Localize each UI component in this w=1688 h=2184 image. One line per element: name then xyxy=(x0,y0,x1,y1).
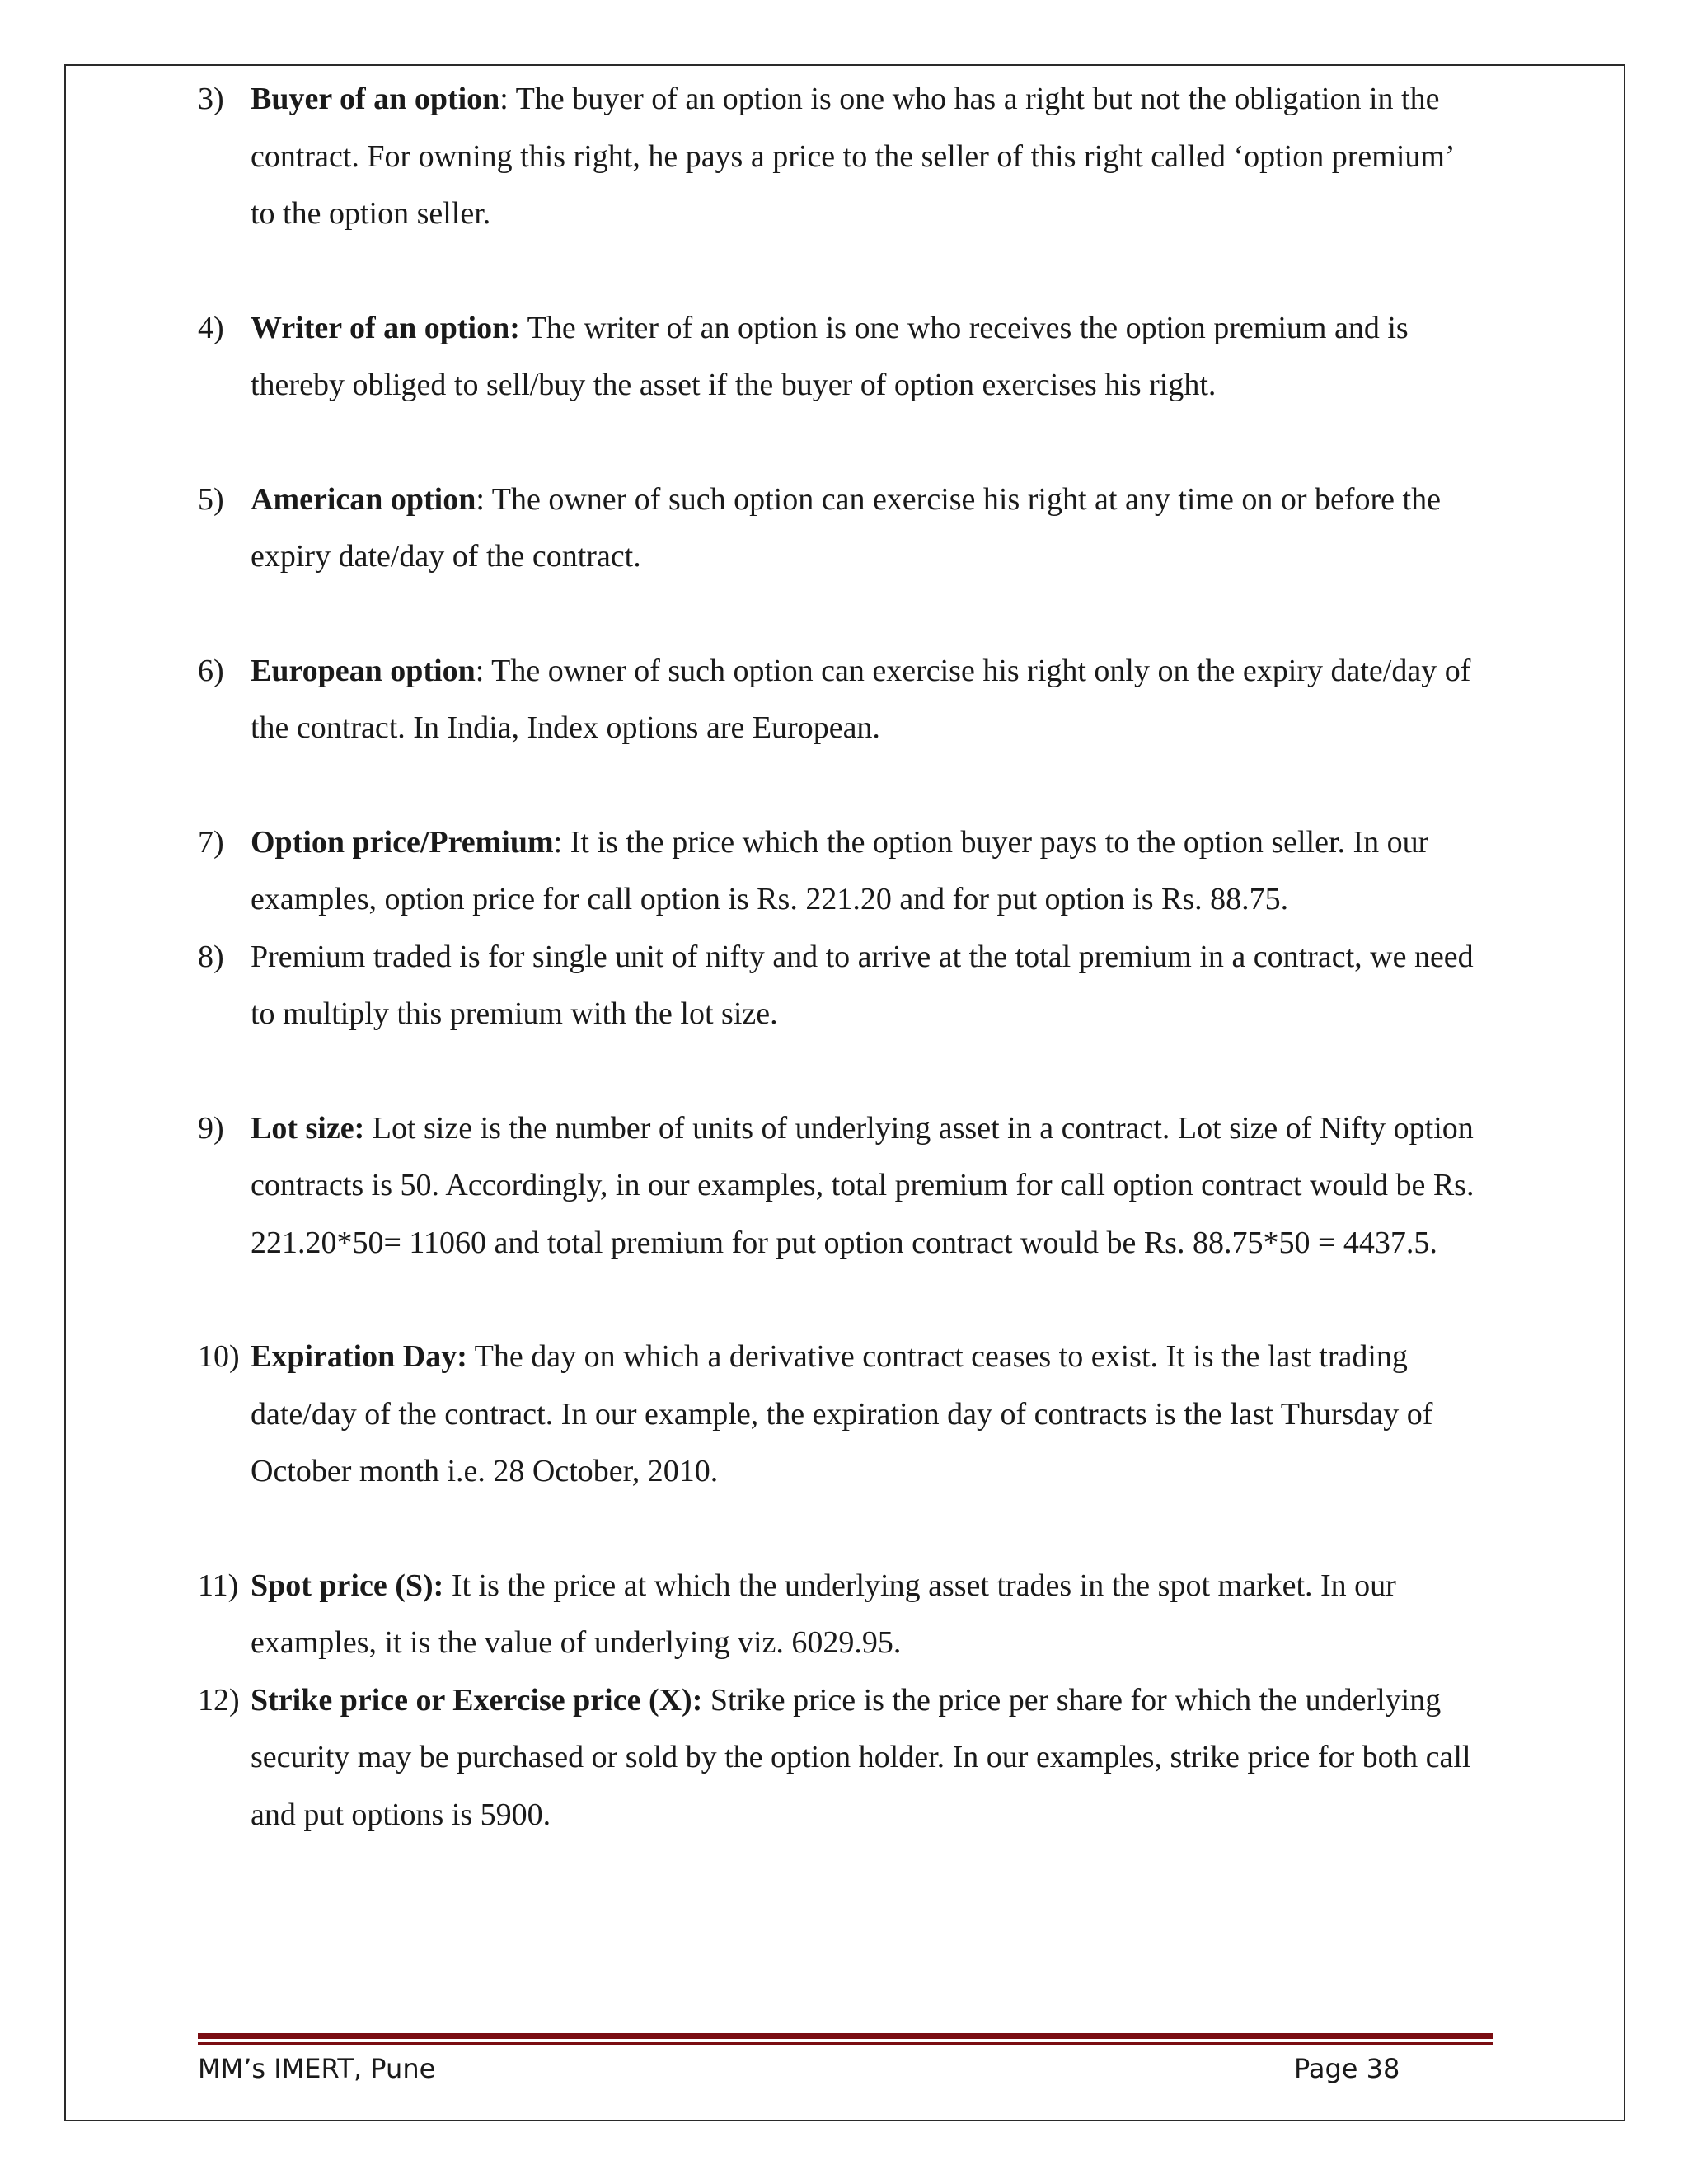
document-body xyxy=(198,71,1484,1844)
item-text: : It is the price which the option buyer pays to the option seller. In our examples, option price for call option is Rs. 221.20 and for put option is Rs. 88.75. xyxy=(251,824,1429,916)
item-number: 6) xyxy=(198,653,224,688)
spacer xyxy=(198,586,1484,643)
item-number: 3) xyxy=(198,82,224,116)
list-item-11 xyxy=(198,1558,1484,1672)
list-item-4 xyxy=(198,300,1484,415)
item-term: Spot price (S): xyxy=(251,1568,444,1603)
item-number: 4) xyxy=(198,310,224,345)
item-number: 5) xyxy=(198,481,224,517)
item-term: Strike price or Exercise price (X): xyxy=(251,1682,703,1718)
item-term: Option price/Premium xyxy=(251,824,554,860)
item-text: It is the price at which the underlying asset trades in the spot market. In our examples, it is the value of underlying viz. 6029.95. xyxy=(251,1568,1396,1660)
item-term: Writer of an option: xyxy=(251,310,520,345)
item-text: The day on which a derivative contract ceases to exist. It is the last trading date/day of the contract. In our example, the expiration day of contracts is the last Thursday of October month i.e. 28 October, 2010. xyxy=(251,1339,1433,1488)
item-term: American option xyxy=(251,481,476,517)
item-text: Premium traded is for single unit of nifty and to arrive at the total premium in a contract, we need to multiply this premium with the lot size. xyxy=(251,939,1474,1031)
footer-divider-thin xyxy=(198,2042,1493,2045)
page-number: Page 38 xyxy=(1294,2053,1400,2084)
list-item-8 xyxy=(198,929,1484,1043)
spacer xyxy=(198,415,1484,471)
list-item-9 xyxy=(198,1100,1484,1272)
list-item-3 xyxy=(198,71,1484,243)
item-text: : The owner of such option can exercise his right only on the expiry date/day of the contract. In India, Index options are European. xyxy=(251,653,1471,745)
item-number: 9) xyxy=(198,1110,224,1146)
list-item-5 xyxy=(198,471,1484,586)
spacer xyxy=(198,1501,1484,1558)
item-text: : The owner of such option can exercise his right at any time on or before the expiry date/day of the contract. xyxy=(251,481,1441,574)
spacer xyxy=(198,243,1484,300)
item-term: Lot size: xyxy=(251,1110,365,1146)
item-term: European option xyxy=(251,653,476,688)
item-number: 8) xyxy=(198,939,224,974)
item-number: 12) xyxy=(198,1682,240,1718)
footer-institution: MM’s IMERT, Pune xyxy=(198,2053,436,2084)
item-text: Strike price is the price per share for which the underlying security may be purchased or sold by the option holder. In our examples, strike price for both call and put options is 5900. xyxy=(251,1682,1471,1832)
item-text: The writer of an option is one who receives the option premium and is thereby obliged to sell/buy the asset if the buyer of option exercises his right. xyxy=(251,310,1409,402)
item-number: 11) xyxy=(198,1568,239,1603)
spacer xyxy=(198,757,1484,814)
item-number: 7) xyxy=(198,824,224,860)
item-number: 10) xyxy=(198,1339,240,1374)
list-item-10 xyxy=(198,1329,1484,1501)
item-text: : The buyer of an option is one who has a right but not the obligation in the contract. For owning this right, he pays a price to the seller of this right called ‘option premium’ to the option seller. xyxy=(251,82,1453,231)
footer-divider-thick xyxy=(198,2033,1493,2039)
list-item-6 xyxy=(198,643,1484,757)
spacer xyxy=(198,1043,1484,1100)
item-term: Buyer of an option xyxy=(251,82,500,116)
spacer xyxy=(198,1272,1484,1329)
item-term: Expiration Day: xyxy=(251,1339,467,1374)
list-item-12 xyxy=(198,1672,1484,1844)
item-text: Lot size is the number of units of underlying asset in a contract. Lot size of Nifty option contracts is 50. Accordingly, in our examples, total premium for call option contract would be Rs. 221.20*50= 11060 and total premium for put option contract would be Rs. 88.75*50 = 4437.5. xyxy=(251,1110,1475,1260)
list-item-7 xyxy=(198,814,1484,929)
